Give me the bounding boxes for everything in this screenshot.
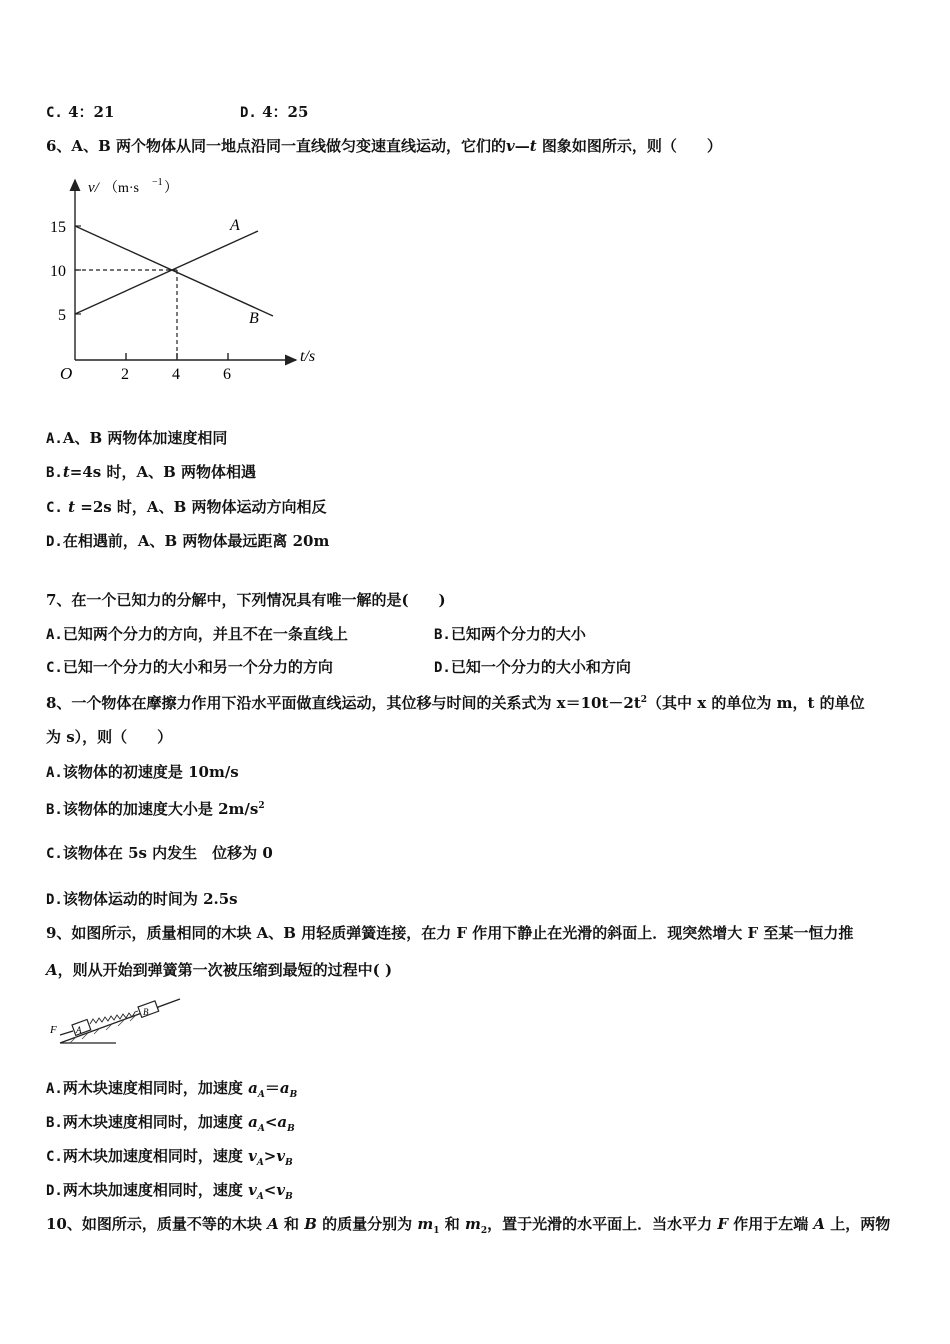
q7-option-d [434, 657, 631, 678]
option-text: 该物体在 5s 内发生 位移为 0 [62, 844, 273, 862]
x-axis-label: t/s [300, 348, 316, 365]
stem-var: m [417, 1215, 434, 1233]
stem-var: m [464, 1215, 481, 1233]
q9-stem-line1: 9、如图所示，质量相同的木块 A、B 用轻质弹簧连接，在力 F 作用下静止在光滑的斜面上．现突然增大 F 至某一恒力推 [46, 924, 854, 942]
y-axis-label-exp: −1 [152, 177, 163, 188]
q6-option-d [46, 531, 329, 552]
x-tick-label-4: 4 [172, 366, 180, 383]
q6-option-b [46, 462, 256, 483]
q9-incline-figure [46, 993, 186, 1049]
option-prefix: A. [46, 431, 63, 447]
stem-var: A [46, 961, 58, 979]
option-prefix: C. [46, 500, 63, 516]
q8-option-b [46, 796, 265, 820]
option-prefix: C. [46, 105, 63, 121]
y-axis-label-var: v/ [88, 180, 99, 196]
stem-var: A [813, 1215, 826, 1233]
origin-label: O [60, 364, 73, 383]
option-text: 该物体的初速度是 10m/s [62, 763, 239, 781]
q6-stem [46, 136, 722, 156]
stem-text: 的质量分别为 [316, 1215, 418, 1233]
stem-text: 6、A、B 两个物体从同一地点沿同一直线做匀变速直线运动，它们的 [46, 137, 506, 155]
option-prefix: B. [46, 802, 63, 818]
option-op: > [263, 1147, 277, 1165]
option-var: v [248, 1181, 257, 1199]
option-sub: A [257, 1090, 265, 1100]
stem-sup: 2 [640, 695, 648, 705]
q6-vt-graph [44, 168, 344, 393]
q7-option-a [46, 624, 348, 645]
line-a-label: A [230, 217, 240, 234]
option-prefix: D. [240, 105, 257, 121]
q7-option-c [46, 657, 333, 678]
stem-text: 和 [439, 1215, 465, 1233]
q9-option-c [46, 1146, 293, 1173]
stem-text: 和 [278, 1215, 305, 1233]
line-b [75, 226, 273, 316]
q7-option-b [434, 624, 586, 645]
option-text: 4：25 [262, 103, 309, 121]
q8-option-d [46, 889, 238, 910]
option-var: t [62, 463, 70, 481]
label-b: B [143, 1007, 149, 1017]
force-arrow [60, 1031, 73, 1035]
option-var: a [279, 1079, 290, 1097]
stem-var: F [717, 1215, 728, 1233]
option-sup: 2 [258, 801, 265, 811]
option-text: 两木块加速度相同时，速度 [62, 1181, 249, 1199]
option-text: 两木块速度相同时，加速度 [62, 1113, 249, 1131]
q8-stem-line1 [46, 690, 865, 713]
q8-stem-line2: 为 s），则（ ） [46, 728, 173, 746]
option-text: 两木块加速度相同时，速度 [62, 1147, 249, 1165]
q10-stem [46, 1214, 890, 1241]
option-var: a [248, 1079, 258, 1097]
stem-text: 8、一个物体在摩擦力作用下沿水平面做直线运动，其位移与时间的关系式为 x＝10t－2t [46, 694, 641, 712]
option-text: 已知两个分力的大小 [450, 625, 586, 643]
stem-var: v [505, 137, 515, 155]
option-prefix: D. [46, 892, 63, 908]
option-text: =4s 时，A、B 两物体相遇 [69, 463, 257, 481]
label-f: F [50, 1024, 57, 1036]
q5-option-d [240, 102, 308, 123]
y-tick-label-10: 10 [50, 263, 66, 280]
option-sub: B [287, 1124, 295, 1134]
q5-option-c [46, 102, 114, 123]
option-prefix: B. [46, 1115, 63, 1131]
option-op: < [264, 1113, 278, 1131]
option-prefix: B. [434, 627, 451, 643]
option-var: a [277, 1113, 288, 1131]
q8-option-c [46, 843, 273, 864]
option-sub: B [285, 1192, 293, 1202]
option-var: v [276, 1147, 286, 1165]
stem-var: t [529, 137, 537, 155]
stem-var: B [304, 1215, 317, 1233]
option-var: v [248, 1147, 257, 1165]
option-prefix: D. [46, 534, 63, 550]
q8-option-a [46, 762, 239, 783]
option-prefix: D. [434, 660, 451, 676]
y-tick-label-5: 5 [58, 307, 66, 324]
option-prefix: D. [46, 1183, 63, 1199]
option-prefix: A. [46, 765, 63, 781]
q9-stem-line2 [46, 960, 392, 980]
q6-option-c [46, 497, 326, 518]
option-op: < [263, 1181, 277, 1199]
line-a [75, 231, 258, 314]
option-prefix: B. [46, 465, 63, 481]
option-sub: A [256, 1192, 264, 1202]
q9-option-d [46, 1180, 293, 1207]
stem-text: ，则从开始到弹簧第一次被压缩到最短的过程中( ) [57, 961, 393, 979]
y-axis-label-close: ） [164, 181, 178, 196]
x-tick-label-6: 6 [223, 366, 231, 383]
option-prefix: C. [46, 1149, 63, 1165]
option-text: 该物体运动的时间为 2.5s [62, 890, 238, 908]
option-sub: A [256, 1158, 264, 1168]
stem-text: ，置于光滑的水平面上．当水平力 [487, 1215, 718, 1233]
option-prefix: C. [46, 660, 63, 676]
stem-sub: 2 [480, 1226, 488, 1236]
option-prefix: A. [46, 1081, 63, 1097]
option-text: 已知一个分力的大小和方向 [450, 658, 631, 676]
stem-text: 10、如图所示，质量不等的木块 [46, 1215, 268, 1233]
option-sub: A [257, 1124, 265, 1134]
option-op: ＝ [264, 1079, 280, 1097]
option-var: t [68, 498, 76, 516]
stem-text: 图象如图所示，则（ ） [536, 137, 722, 155]
q7-stem: 7、在一个已知力的分解中，下列情况具有唯一解的是( ) [46, 591, 446, 609]
option-text: 两木块速度相同时，加速度 [62, 1079, 249, 1097]
option-text: 4：21 [68, 103, 115, 121]
x-tick-label-2: 2 [121, 366, 129, 383]
option-text: A、B 两物体加速度相同 [62, 429, 228, 447]
stem-text: 上，两物 [825, 1215, 891, 1233]
option-prefix: C. [46, 846, 63, 862]
option-var: v [276, 1181, 286, 1199]
option-text: 该物体的加速度大小是 2m/s [62, 800, 259, 818]
option-sub: B [285, 1158, 293, 1168]
stem-text: 作用于左端 [727, 1215, 814, 1233]
incline-surface [60, 999, 180, 1043]
y-tick-label-15: 15 [50, 219, 66, 236]
option-sub: B [289, 1090, 298, 1100]
option-text: =2s 时，A、B 两物体运动方向相反 [75, 498, 327, 516]
stem-text: （其中 x 的单位为 m，t 的单位 [647, 694, 865, 712]
option-var: a [248, 1113, 258, 1131]
stem-var: A [267, 1215, 279, 1233]
stem-dash: — [514, 137, 530, 155]
q6-option-a [46, 428, 227, 449]
option-text: 已知一个分力的大小和另一个分力的方向 [62, 658, 333, 676]
q9-option-a [46, 1078, 297, 1105]
label-a: A [76, 1025, 82, 1035]
option-text: 已知两个分力的方向，并且不在一条直线上 [62, 625, 348, 643]
option-prefix: A. [46, 627, 63, 643]
y-axis-label-unit: （m·s [104, 181, 139, 196]
stem-sub: 1 [433, 1226, 440, 1236]
option-text: 在相遇前，A、B 两物体最远距离 20m [62, 532, 330, 550]
line-b-label: B [249, 310, 259, 327]
q9-option-b [46, 1112, 295, 1139]
